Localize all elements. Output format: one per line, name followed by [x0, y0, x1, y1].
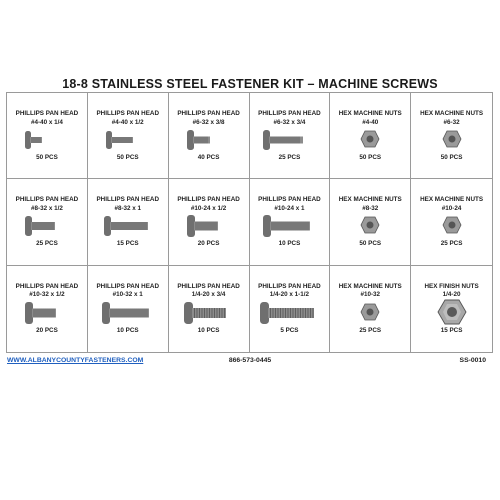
item-quantity: 5 PCS: [280, 326, 299, 334]
item-label: [330, 110, 410, 127]
item-cell: [411, 179, 492, 265]
item-type: PHILLIPS PAN HEAD: [96, 282, 159, 290]
item-size: 1/4-20 x 3/4: [191, 291, 226, 299]
hex-nut-image: [330, 216, 410, 234]
screw-image: [169, 302, 249, 324]
item-cell: [250, 266, 331, 352]
item-label: [169, 196, 249, 213]
item-size: #8-32: [362, 204, 379, 212]
item-size: #6-32: [443, 118, 460, 126]
item-quantity: 20 PCS: [197, 240, 220, 248]
item-label: [250, 110, 330, 127]
item-size: #10-24 x 1/2: [190, 204, 227, 212]
item-cell: [88, 266, 169, 352]
item-label: [169, 283, 249, 300]
item-size: #10-24 x 1: [274, 204, 305, 212]
item-type: PHILLIPS PAN HEAD: [258, 196, 321, 204]
item-cell: [169, 266, 250, 352]
item-size: #10-32 x 1: [112, 291, 143, 299]
item-type: PHILLIPS PAN HEAD: [15, 282, 79, 290]
item-type: PHILLIPS PAN HEAD: [258, 282, 321, 290]
item-size: #6-32 x 3/8: [192, 118, 225, 126]
item-type: HEX MACHINE NUTS: [420, 110, 484, 117]
item-label: [250, 283, 330, 300]
item-quantity: 25 PCS: [359, 326, 382, 334]
item-size: #4-40 x 1/4: [30, 118, 63, 126]
item-size: #8-32 x 1/2: [30, 204, 63, 212]
item-cell: [88, 93, 169, 179]
item-cell: [250, 179, 331, 265]
sku-code: SS-0010: [459, 357, 486, 364]
item-cell: [88, 179, 169, 265]
screw-image: [88, 215, 168, 237]
item-type: PHILLIPS PAN HEAD: [177, 282, 240, 290]
screw-image: [169, 129, 249, 151]
hex-finish-nut-image: [411, 299, 492, 325]
item-type: HEX MACHINE NUTS: [338, 196, 402, 204]
item-label: [411, 283, 492, 300]
item-quantity: 50 PCS: [359, 240, 382, 248]
item-size: #8-32 x 1: [114, 204, 142, 212]
website-link[interactable]: WWW.ALBANYCOUNTYFASTENERS.COM: [7, 357, 144, 364]
item-size: #10-24: [441, 204, 462, 212]
item-size: #10-32 x 1/2: [29, 291, 65, 299]
item-quantity: 50 PCS: [440, 154, 463, 161]
item-type: PHILLIPS PAN HEAD: [15, 110, 79, 117]
item-type: PHILLIPS PAN HEAD: [177, 196, 240, 204]
item-cell: [330, 179, 411, 265]
item-cell: [411, 266, 492, 352]
item-label: [330, 283, 410, 300]
item-label: [250, 196, 330, 213]
hex-nut-image: [330, 303, 410, 321]
kit-title: 18-8 STAINLESS STEEL FASTENER KIT – MACHINE SCREWS: [62, 77, 438, 91]
item-type: HEX MACHINE NUTS: [338, 110, 402, 117]
item-type: PHILLIPS PAN HEAD: [96, 196, 159, 204]
screw-image: [250, 129, 330, 151]
item-cell: [250, 93, 331, 179]
screw-image: [7, 302, 87, 324]
item-label: [7, 283, 87, 300]
phone-number: 866-573-0445: [228, 357, 272, 364]
item-size: 1/4-20: [442, 291, 461, 299]
item-cell: [169, 93, 250, 179]
item-cell: [411, 93, 492, 179]
item-type: HEX MACHINE NUTS: [420, 196, 484, 204]
item-label: [330, 196, 410, 213]
item-label: [88, 283, 168, 300]
item-quantity: 15 PCS: [116, 240, 139, 248]
screw-image: [88, 129, 168, 151]
screw-image: [7, 129, 87, 151]
item-type: PHILLIPS PAN HEAD: [15, 196, 79, 204]
item-size: #4-40 x 1/2: [111, 118, 144, 126]
item-quantity: 50 PCS: [359, 154, 382, 161]
item-quantity: 10 PCS: [197, 326, 220, 334]
item-label: [411, 196, 492, 213]
item-quantity: 25 PCS: [36, 240, 58, 248]
item-type: HEX MACHINE NUTS: [338, 282, 402, 290]
item-quantity: 50 PCS: [36, 154, 58, 161]
item-quantity: 15 PCS: [440, 326, 463, 334]
item-size: #10-32: [360, 291, 381, 299]
screw-image: [88, 302, 168, 324]
item-type: PHILLIPS PAN HEAD: [177, 110, 240, 117]
item-cell: [7, 93, 88, 179]
item-label: [88, 110, 168, 127]
screw-image: [7, 215, 87, 237]
item-label: [169, 110, 249, 127]
item-cell: [7, 179, 88, 265]
item-size: #4-40: [362, 118, 379, 126]
item-quantity: 50 PCS: [116, 154, 139, 161]
item-type: PHILLIPS PAN HEAD: [96, 110, 159, 117]
item-label: [7, 110, 87, 127]
item-quantity: 25 PCS: [440, 240, 463, 248]
item-quantity: 40 PCS: [197, 154, 220, 161]
item-cell: [330, 266, 411, 352]
screw-image: [250, 302, 330, 324]
hex-nut-image: [411, 216, 492, 234]
hex-nut-image: [411, 130, 492, 148]
item-cell: [169, 179, 250, 265]
item-quantity: 10 PCS: [116, 326, 139, 334]
item-label: [411, 110, 492, 127]
item-quantity: 20 PCS: [36, 326, 58, 334]
item-size: 1/4-20 x 1-1/2: [269, 291, 310, 299]
item-quantity: 25 PCS: [278, 154, 301, 161]
item-label: [7, 196, 87, 213]
screw-image: [250, 215, 330, 237]
item-cell: [330, 93, 411, 179]
item-type: PHILLIPS PAN HEAD: [258, 110, 321, 117]
item-quantity: 10 PCS: [278, 240, 301, 248]
screw-image: [169, 215, 249, 237]
item-cell: [7, 266, 88, 352]
item-label: [88, 196, 168, 213]
hex-nut-image: [330, 130, 410, 148]
fastener-grid: [6, 92, 493, 353]
item-type: HEX FINISH NUTS: [424, 282, 479, 290]
item-size: #6-32 x 3/4: [273, 118, 306, 126]
